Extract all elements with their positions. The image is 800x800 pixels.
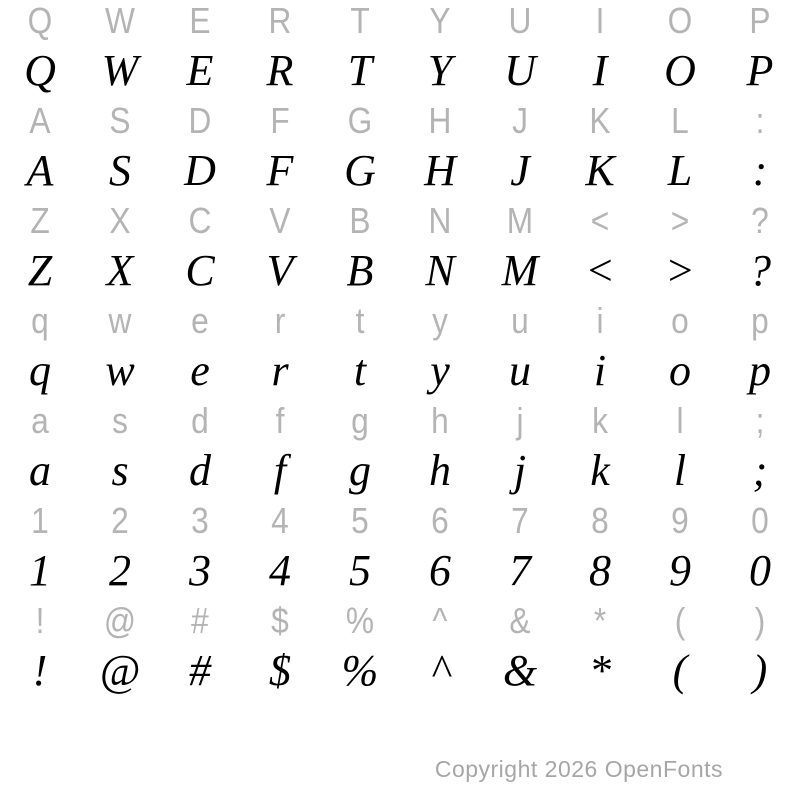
glyph-cell: 5 (349, 546, 371, 595)
glyph-cell: l (673, 446, 687, 495)
glyph-cell: ! (32, 646, 48, 695)
glyph-cell: j (513, 446, 527, 495)
glyph-cell: y (432, 300, 448, 341)
glyph-cell: d (191, 400, 209, 441)
glyph-cell: ! (35, 600, 45, 641)
glyph-cell: ? (749, 246, 771, 295)
glyph-cell: l (676, 400, 684, 441)
glyph-cell: 1 (31, 500, 49, 541)
glyph-cell: U (504, 46, 536, 95)
glyph-cell: t (355, 300, 365, 341)
glyph-cell: j (516, 400, 524, 441)
glyph-cell: > (670, 200, 690, 241)
glyph-cell: P (749, 0, 771, 41)
glyph-cell: h (431, 400, 449, 441)
glyph-cell: w (105, 346, 135, 395)
glyph-cell: K (585, 146, 615, 195)
specimen-glyph-row-uppercase-home (0, 142, 800, 200)
glyph-cell: & (502, 646, 538, 695)
glyph-cell: s (112, 400, 128, 441)
glyph-cell: V (266, 246, 294, 295)
glyph-cell: < (590, 200, 610, 241)
glyph-cell: M (506, 200, 534, 241)
glyph-cell: f (273, 446, 287, 495)
glyph-cell: g (351, 400, 369, 441)
glyph-cell: F (266, 146, 294, 195)
glyph-cell: k (590, 446, 610, 495)
glyph-row-pair-uppercase-qwerty (0, 0, 800, 100)
specimen-glyph-row-lowercase-home (0, 442, 800, 500)
glyph-cell: S (109, 146, 131, 195)
reference-glyph-row-uppercase-bottom (0, 200, 800, 242)
glyph-cell: ? (751, 200, 769, 241)
glyph-cell: F (270, 100, 290, 141)
glyph-cell: E (189, 0, 211, 41)
glyph-cell: : (755, 100, 765, 141)
glyph-cell: u (511, 300, 529, 341)
reference-glyph-row-uppercase-qwerty (0, 0, 800, 42)
glyph-cell: ) (754, 600, 766, 641)
glyph-cell: Y (429, 0, 451, 41)
glyph-cell: 6 (431, 500, 449, 541)
glyph-cell: T (350, 0, 370, 41)
glyph-cell: 0 (751, 500, 769, 541)
glyph-cell: O (667, 0, 693, 41)
glyph-cell: h (429, 446, 451, 495)
glyph-cell: L (671, 100, 689, 141)
specimen-glyph-row-lowercase-qwerty (0, 342, 800, 400)
glyph-cell: R (268, 0, 292, 41)
glyph-row-pair-uppercase-home (0, 100, 800, 200)
glyph-cell: P (746, 46, 774, 95)
glyph-cell: 8 (589, 546, 611, 595)
glyph-cell: I (595, 0, 605, 41)
glyph-cell: Z (27, 246, 53, 295)
glyph-cell: e (190, 346, 210, 395)
glyph-cell: w (108, 300, 132, 341)
glyph-cell: k (592, 400, 608, 441)
glyph-cell: S (109, 100, 131, 141)
glyph-cell: ^ (430, 646, 450, 695)
glyph-cell: 0 (749, 546, 771, 595)
glyph-cell: q (31, 300, 49, 341)
glyph-cell: O (664, 46, 696, 95)
glyph-cell: Q (24, 46, 56, 95)
glyph-cell: d (189, 446, 211, 495)
glyph-cell: f (275, 400, 285, 441)
glyph-cell: A (26, 146, 54, 195)
glyph-cell: D (184, 146, 216, 195)
glyph-cell: 7 (511, 500, 529, 541)
glyph-cell: $ (269, 646, 291, 695)
glyph-cell: o (669, 346, 691, 395)
glyph-cell: % (341, 646, 379, 695)
glyph-cell: 3 (189, 546, 211, 595)
glyph-cell: W (101, 46, 139, 95)
glyph-cell: X (109, 200, 131, 241)
glyph-cell: C (185, 246, 215, 295)
glyph-cell: Q (27, 0, 53, 41)
glyph-cell: s (111, 446, 129, 495)
glyph-cell: B (346, 246, 374, 295)
glyph-cell: a (29, 446, 51, 495)
glyph-cell: C (188, 200, 212, 241)
glyph-cell: u (509, 346, 531, 395)
glyph-cell: e (191, 300, 209, 341)
glyph-cell: i (596, 300, 604, 341)
glyph-cell: % (345, 600, 375, 641)
glyph-cell: t (353, 346, 367, 395)
glyph-cell: 5 (351, 500, 369, 541)
glyph-cell: N (428, 200, 452, 241)
copyright-text: Copyright 2026 OpenFonts (434, 756, 723, 782)
glyph-cell: * (593, 600, 607, 641)
glyph-cell: W (105, 0, 135, 41)
glyph-cell: 6 (429, 546, 451, 595)
glyph-cell: # (189, 646, 211, 695)
glyph-row-pair-lowercase-home (0, 400, 800, 500)
reference-glyph-row-symbols (0, 600, 800, 642)
specimen-glyph-row-digits (0, 542, 800, 600)
glyph-cell: Y (427, 46, 453, 95)
glyph-cell: 4 (269, 546, 291, 595)
glyph-cell: ; (752, 446, 768, 495)
glyph-cell: @ (99, 646, 141, 695)
glyph-cell: 1 (29, 546, 51, 595)
glyph-cell: G (344, 146, 376, 195)
glyph-cell: U (508, 0, 532, 41)
glyph-cell: H (428, 100, 452, 141)
glyph-cell: 8 (591, 500, 609, 541)
glyph-cell: * (589, 646, 611, 695)
glyph-cell: A (29, 100, 51, 141)
specimen-glyph-row-uppercase-bottom (0, 242, 800, 300)
glyph-cell: 2 (111, 500, 129, 541)
glyph-cell: B (349, 200, 371, 241)
glyph-cell: $ (271, 600, 289, 641)
glyph-cell: i (593, 346, 607, 395)
glyph-cell: G (347, 100, 373, 141)
glyph-cell: K (589, 100, 611, 141)
glyph-cell: ( (672, 646, 688, 695)
glyph-cell: q (29, 346, 51, 395)
glyph-cell: 9 (671, 500, 689, 541)
glyph-cell: 7 (509, 546, 531, 595)
glyph-cell: ) (752, 646, 768, 695)
glyph-cell: ( (674, 600, 686, 641)
reference-glyph-row-uppercase-home (0, 100, 800, 142)
glyph-cell: Z (30, 200, 50, 241)
glyph-cell: E (186, 46, 214, 95)
glyph-cell: J (510, 146, 530, 195)
glyph-cell: T (347, 46, 373, 95)
glyph-cell: R (266, 46, 294, 95)
glyph-cell: D (188, 100, 212, 141)
glyph-row-pair-lowercase-qwerty (0, 300, 800, 400)
glyph-cell: a (31, 400, 49, 441)
glyph-cell: y (430, 346, 450, 395)
glyph-cell: < (585, 246, 615, 295)
glyph-row-pair-symbols (0, 600, 800, 700)
glyph-cell: N (425, 246, 455, 295)
reference-glyph-row-lowercase-home (0, 400, 800, 442)
glyph-cell: g (349, 446, 371, 495)
glyph-cell: p (751, 300, 769, 341)
glyph-cell: 9 (669, 546, 691, 595)
glyph-cell: 4 (271, 500, 289, 541)
reference-glyph-row-digits (0, 500, 800, 542)
glyph-cell: p (749, 346, 771, 395)
glyph-cell: V (269, 200, 291, 241)
glyph-cell: I (592, 46, 608, 95)
glyph-row-pair-digits (0, 500, 800, 600)
glyph-row-pair-uppercase-bottom (0, 200, 800, 300)
glyph-cell: 3 (191, 500, 209, 541)
glyph-cell: H (424, 146, 456, 195)
glyph-cell: M (501, 246, 539, 295)
glyph-cell: r (271, 346, 289, 395)
glyph-cell: 2 (109, 546, 131, 595)
glyph-cell: r (274, 300, 286, 341)
glyph-cell: : (752, 146, 768, 195)
glyph-cell: o (671, 300, 689, 341)
glyph-cell: J (512, 100, 528, 141)
glyph-cell: X (106, 246, 134, 295)
glyph-cell: L (667, 146, 693, 195)
glyph-cell: ; (755, 400, 765, 441)
glyph-cell: @ (103, 600, 137, 641)
reference-glyph-row-lowercase-qwerty (0, 300, 800, 342)
glyph-cell: ^ (432, 600, 448, 641)
glyph-cell: & (509, 600, 531, 641)
glyph-cell: # (191, 600, 209, 641)
specimen-glyph-row-uppercase-qwerty (0, 42, 800, 100)
specimen-glyph-row-symbols (0, 642, 800, 700)
glyph-cell: > (665, 246, 695, 295)
